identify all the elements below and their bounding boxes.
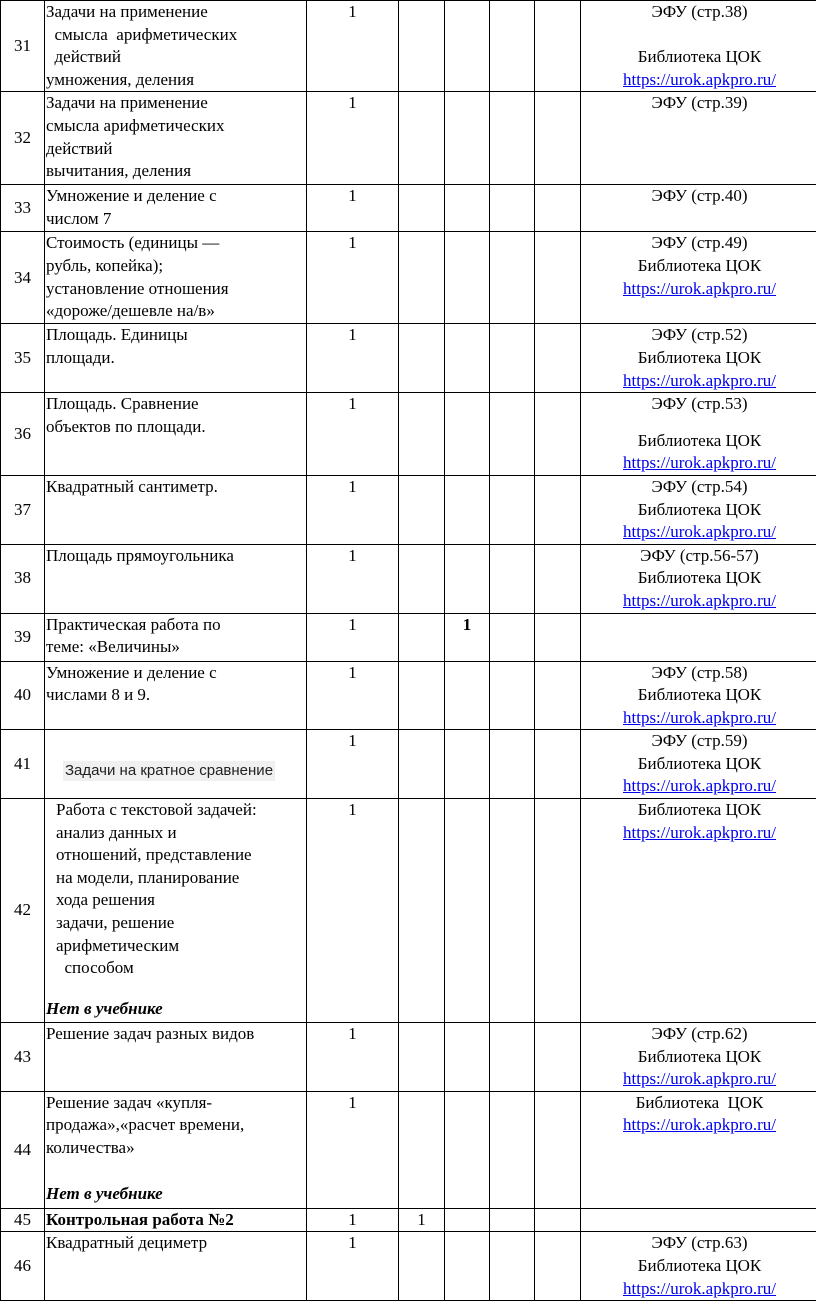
lesson-topic: Решение задач «купля- продажа»,«расчет времени, количества» Нет в учебнике	[45, 1091, 307, 1208]
hours: 1	[307, 799, 399, 1023]
resource-link[interactable]: https://urok.apkpro.ru/	[581, 822, 816, 845]
resource-link[interactable]: https://urok.apkpro.ru/	[581, 69, 816, 92]
lesson-number: 36	[1, 393, 45, 476]
table-row	[1, 544, 816, 613]
resources: ЭФУ (стр.40)	[581, 185, 816, 232]
lesson-topic: Контрольная работа №2	[45, 1208, 307, 1232]
table-row	[1, 92, 816, 185]
hours: 1	[307, 393, 399, 476]
resource-link[interactable]: https://urok.apkpro.ru/	[581, 521, 816, 544]
lesson-topic: Площадь. Единицы площади.	[45, 324, 307, 393]
lesson-number: 31	[1, 1, 45, 92]
resource-link[interactable]: https://urok.apkpro.ru/	[581, 1278, 816, 1301]
hours: 1	[307, 1023, 399, 1092]
lesson-topic: Квадратный сантиметр.	[45, 475, 307, 544]
hours: 1	[307, 661, 399, 730]
lesson-number: 38	[1, 544, 45, 613]
table-row	[1, 1232, 816, 1301]
lesson-topic: Умножение и деление с числами 8 и 9.	[45, 661, 307, 730]
lesson-topic	[45, 730, 307, 799]
lesson-number: 46	[1, 1232, 45, 1301]
resources	[581, 1208, 816, 1232]
lesson-number: 44	[1, 1091, 45, 1208]
table-row	[1, 730, 816, 799]
lesson-number: 37	[1, 475, 45, 544]
resource-link[interactable]: https://urok.apkpro.ru/	[581, 452, 816, 475]
hours: 1	[307, 1232, 399, 1301]
lesson-topic: Стоимость (единицы — рубль, копейка); установление отношения «дороже/дешевле на/в»	[45, 232, 307, 324]
hours: 1	[307, 232, 399, 324]
lesson-topic: Площадь. Сравнение объектов по площади.	[45, 393, 307, 476]
resource-link[interactable]: https://urok.apkpro.ru/	[581, 590, 816, 613]
hours: 1	[307, 92, 399, 185]
lesson-topic: Решение задач разных видов	[45, 1023, 307, 1092]
lesson-topic: Площадь прямоугольника	[45, 544, 307, 613]
resources: ЭФУ (стр.56-57) Библиотека ЦОК https://urok.apkpro.ru/	[581, 544, 816, 613]
resource-link[interactable]: https://urok.apkpro.ru/	[581, 1068, 816, 1091]
lesson-topic: Умножение и деление с числом 7	[45, 185, 307, 232]
table-row	[1, 1023, 816, 1092]
lesson-number: 45	[1, 1208, 45, 1232]
note: Нет в учебнике	[46, 998, 306, 1021]
lesson-number: 33	[1, 185, 45, 232]
control-hours: 1	[399, 1208, 445, 1232]
table-row	[1, 185, 816, 232]
resources: ЭФУ (стр.52) Библиотека ЦОК https://urok.apkpro.ru/	[581, 324, 816, 393]
lesson-topic: Работа с текстовой задачей: анализ данных и отношений, представление на модели, планирование хода решения задачи, решение арифметическим способом Нет в учебнике	[45, 799, 307, 1023]
lesson-topic: Квадратный дециметр	[45, 1232, 307, 1301]
table-row	[1, 1, 816, 92]
lesson-number: 40	[1, 661, 45, 730]
resource-link[interactable]: https://urok.apkpro.ru/	[581, 278, 816, 301]
lesson-topic: Практическая работа по теме: «Величины»	[45, 613, 307, 661]
lesson-number: 35	[1, 324, 45, 393]
table-row	[1, 475, 816, 544]
lesson-topic: Задачи на применение смысла арифметических действий вычитания, деления	[45, 92, 307, 185]
lesson-number: 39	[1, 613, 45, 661]
practical-hours: 1	[445, 613, 490, 661]
table-row	[1, 1091, 816, 1208]
resource-link[interactable]: https://urok.apkpro.ru/	[581, 370, 816, 393]
hours: 1	[307, 475, 399, 544]
hours: 1	[307, 544, 399, 613]
resources: ЭФУ (стр.63) Библиотека ЦОК https://urok.apkpro.ru/	[581, 1232, 816, 1301]
table-row	[1, 613, 816, 661]
resources: ЭФУ (стр.38) Библиотека ЦОК https://urok.apkpro.ru/	[581, 1, 816, 92]
table-row	[1, 232, 816, 324]
hours: 1	[307, 1208, 399, 1232]
resources: ЭФУ (стр.54) Библиотека ЦОК https://urok.apkpro.ru/	[581, 475, 816, 544]
hours: 1	[307, 730, 399, 799]
resources: Библиотека ЦОК https://urok.apkpro.ru/	[581, 799, 816, 1023]
table-row	[1, 1208, 816, 1232]
lesson-number: 32	[1, 92, 45, 185]
lesson-number: 42	[1, 799, 45, 1023]
resource-link[interactable]: https://urok.apkpro.ru/	[581, 1114, 816, 1137]
resources: ЭФУ (стр.62) Библиотека ЦОК https://urok.apkpro.ru/	[581, 1023, 816, 1092]
resource-link[interactable]: https://urok.apkpro.ru/	[581, 707, 816, 730]
hours: 1	[307, 1091, 399, 1208]
resources: ЭФУ (стр.58) Библиотека ЦОК https://urok.apkpro.ru/	[581, 661, 816, 730]
table-row	[1, 324, 816, 393]
resources: ЭФУ (стр.49) Библиотека ЦОК https://urok.apkpro.ru/	[581, 232, 816, 324]
resources: ЭФУ (стр.39)	[581, 92, 816, 185]
hours: 1	[307, 324, 399, 393]
hours: 1	[307, 185, 399, 232]
table-row	[1, 393, 816, 476]
resources: ЭФУ (стр.53) Библиотека ЦОК https://urok.apkpro.ru/	[581, 393, 816, 476]
resources: ЭФУ (стр.59) Библиотека ЦОК https://urok.apkpro.ru/	[581, 730, 816, 799]
hours: 1	[307, 613, 399, 661]
table-row	[1, 661, 816, 730]
lesson-number: 41	[1, 730, 45, 799]
resource-link[interactable]: https://urok.apkpro.ru/	[581, 775, 816, 798]
lesson-number: 34	[1, 232, 45, 324]
lesson-topic: Задачи на применение смысла арифметических действий умножения, деления	[45, 1, 307, 92]
resources: Библиотека ЦОК https://urok.apkpro.ru/	[581, 1091, 816, 1208]
table-row	[1, 799, 816, 1023]
hours: 1	[307, 1, 399, 92]
topic-image: Задачи на кратное сравнение	[63, 761, 275, 781]
note: Нет в учебнике	[46, 1183, 306, 1206]
lesson-number: 43	[1, 1023, 45, 1092]
resources	[581, 613, 816, 661]
